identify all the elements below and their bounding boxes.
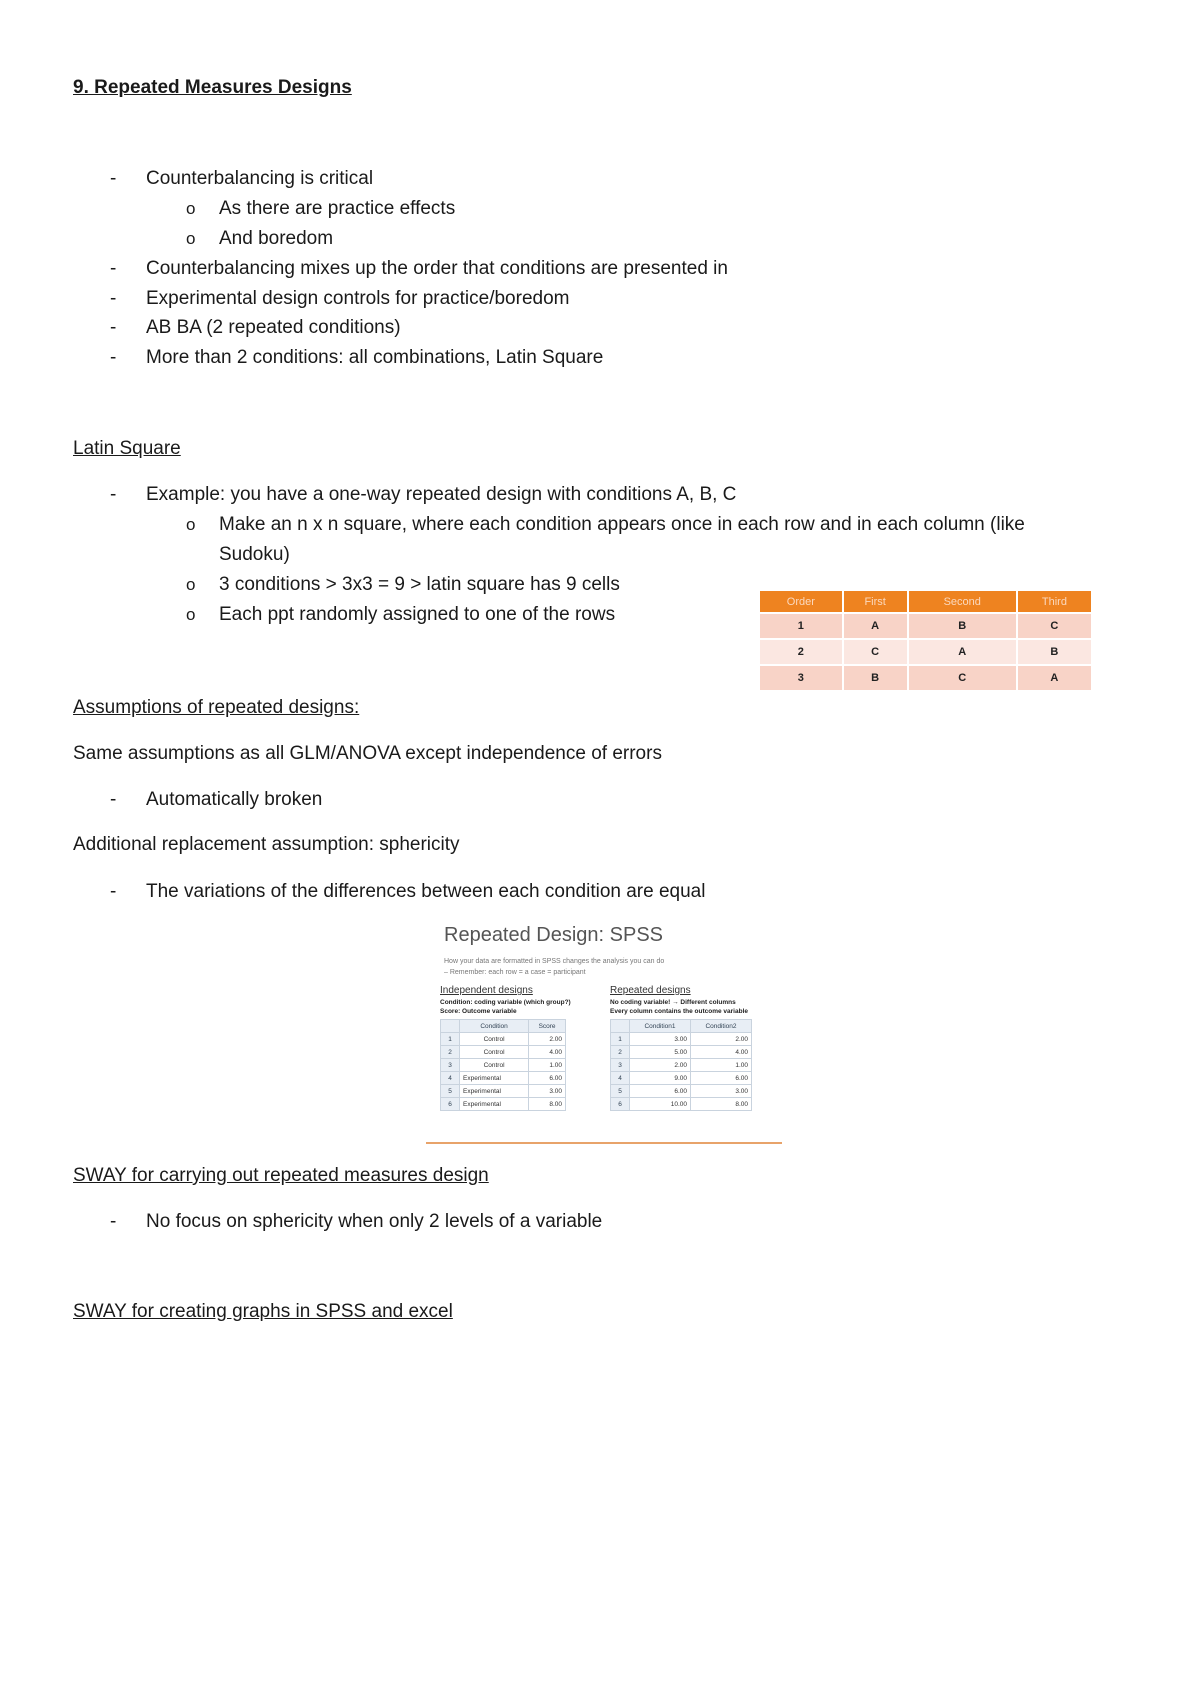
latin-square-table xyxy=(758,589,1093,692)
sway-graphs-heading: SWAY for creating graphs in SPSS and excel xyxy=(73,1301,453,1322)
table-header-cell: Condition2 xyxy=(691,1020,752,1033)
table-cell: 3 xyxy=(759,665,843,691)
table-cell: Control xyxy=(460,1059,529,1072)
list-item: The variations of the differences between each condition are equal xyxy=(146,881,706,902)
table-cell: 8.00 xyxy=(691,1098,752,1111)
table-cell: 9.00 xyxy=(630,1072,691,1085)
sway-repeated-heading: SWAY for carrying out repeated measures design xyxy=(73,1165,489,1186)
table-cell: 4.00 xyxy=(691,1046,752,1059)
table-cell: 6.00 xyxy=(529,1072,566,1085)
slide-desc: Score: Outcome variable xyxy=(440,1008,517,1015)
list-item: More than 2 conditions: all combinations, Latin Square xyxy=(146,347,604,368)
table-cell: B xyxy=(908,613,1017,639)
table-row xyxy=(611,1098,752,1111)
row-number: 6 xyxy=(441,1098,460,1111)
list-subitem-continued: Sudoku) xyxy=(219,544,290,565)
table-cell: 1.00 xyxy=(691,1059,752,1072)
dash-bullet: - xyxy=(110,789,117,810)
table-header-row xyxy=(441,1020,566,1033)
table-row xyxy=(611,1046,752,1059)
row-number: 2 xyxy=(441,1046,460,1059)
table-row xyxy=(441,1098,566,1111)
slide-title: Repeated Design: SPSS xyxy=(444,924,664,946)
table-row xyxy=(441,1085,566,1098)
independent-spss-table xyxy=(440,1019,566,1111)
circle-bullet: o xyxy=(186,605,196,624)
list-subitem: Make an n x n square, where each condition appears once in each row and in each column (like xyxy=(219,514,1025,535)
list-subitem: Each ppt randomly assigned to one of the rows xyxy=(219,604,616,625)
table-header-cell: Second xyxy=(908,590,1017,613)
circle-bullet: o xyxy=(186,199,196,218)
row-number: 4 xyxy=(611,1072,630,1085)
list-subitem: And boredom xyxy=(219,228,334,249)
table-cell: 2.00 xyxy=(630,1059,691,1072)
document-title: 9. Repeated Measures Designs xyxy=(73,77,352,98)
list-item: No focus on sphericity when only 2 levels of a variable xyxy=(146,1211,603,1232)
dash-bullet: - xyxy=(110,484,117,505)
dash-bullet: - xyxy=(110,347,117,368)
table-cell: B xyxy=(843,665,908,691)
latin-square-heading: Latin Square xyxy=(73,438,181,459)
table-cell: 2.00 xyxy=(691,1033,752,1046)
dash-bullet: - xyxy=(110,168,117,189)
table-cell: Control xyxy=(460,1046,529,1059)
table-row xyxy=(441,1072,566,1085)
table-cell: 6.00 xyxy=(691,1072,752,1085)
row-number: 1 xyxy=(611,1033,630,1046)
table-header-cell: Condition1 xyxy=(630,1020,691,1033)
table-row xyxy=(611,1085,752,1098)
row-number: 5 xyxy=(441,1085,460,1098)
table-row xyxy=(759,613,1092,639)
table-header-cell: Score xyxy=(529,1020,566,1033)
slide-subtitle: How your data are formatted in SPSS changes the analysis you can do xyxy=(444,958,665,965)
paragraph: Same assumptions as all GLM/ANOVA except independence of errors xyxy=(73,743,662,764)
slide-desc: Condition: coding variable (which group?) xyxy=(440,999,571,1006)
table-cell: 6.00 xyxy=(630,1085,691,1098)
slide-desc: Every column contains the outcome variable xyxy=(610,1008,748,1015)
row-number: 1 xyxy=(441,1033,460,1046)
table-row xyxy=(759,665,1092,691)
table-header-cell: First xyxy=(843,590,908,613)
table-cell: 3.00 xyxy=(691,1085,752,1098)
table-header-cell: Order xyxy=(759,590,843,613)
table-cell: B xyxy=(1017,639,1092,665)
dash-bullet: - xyxy=(110,1211,117,1232)
circle-bullet: o xyxy=(186,515,196,534)
list-item: AB BA (2 repeated conditions) xyxy=(146,317,401,338)
list-item: Counterbalancing mixes up the order that conditions are presented in xyxy=(146,258,728,279)
table-cell: Experimental xyxy=(460,1072,529,1085)
repeated-designs-heading: Repeated designs xyxy=(610,985,691,996)
row-number: 3 xyxy=(441,1059,460,1072)
row-number: 2 xyxy=(611,1046,630,1059)
table-row xyxy=(611,1072,752,1085)
list-item: Experimental design controls for practice/boredom xyxy=(146,288,570,309)
table-cell: 2 xyxy=(759,639,843,665)
dash-bullet: - xyxy=(110,258,117,279)
table-cell: Experimental xyxy=(460,1085,529,1098)
slide-desc: No coding variable! → Different columns xyxy=(610,999,736,1006)
assumptions-heading: Assumptions of repeated designs: xyxy=(73,697,360,718)
table-cell: C xyxy=(1017,613,1092,639)
row-number: 3 xyxy=(611,1059,630,1072)
table-cell: 1.00 xyxy=(529,1059,566,1072)
table-cell: C xyxy=(843,639,908,665)
table-row xyxy=(441,1046,566,1059)
independent-designs-heading: Independent designs xyxy=(440,985,533,996)
table-header-row xyxy=(611,1020,752,1033)
paragraph: Additional replacement assumption: sphericity xyxy=(73,834,460,855)
list-item: Example: you have a one-way repeated design with conditions A, B, C xyxy=(146,484,737,505)
row-number: 5 xyxy=(611,1085,630,1098)
table-cell: Control xyxy=(460,1033,529,1046)
list-subitem: As there are practice effects xyxy=(219,198,456,219)
table-cell: 3.00 xyxy=(529,1085,566,1098)
circle-bullet: o xyxy=(186,229,196,248)
table-row xyxy=(441,1033,566,1046)
list-item: Automatically broken xyxy=(146,789,323,810)
list-subitem: 3 conditions > 3x3 = 9 > latin square has 9 cells xyxy=(219,574,620,595)
table-row xyxy=(611,1033,752,1046)
table-cell: 8.00 xyxy=(529,1098,566,1111)
table-cell: 4.00 xyxy=(529,1046,566,1059)
table-cell: 3.00 xyxy=(630,1033,691,1046)
dash-bullet: - xyxy=(110,317,117,338)
slide-subtitle: – Remember: each row = a case = participant xyxy=(444,969,586,976)
table-cell: C xyxy=(908,665,1017,691)
circle-bullet: o xyxy=(186,575,196,594)
table-cell: 10.00 xyxy=(630,1098,691,1111)
dash-bullet: - xyxy=(110,288,117,309)
dash-bullet: - xyxy=(110,881,117,902)
list-item: Counterbalancing is critical xyxy=(146,168,374,189)
table-cell: 1 xyxy=(759,613,843,639)
table-cell: A xyxy=(908,639,1017,665)
row-number: 4 xyxy=(441,1072,460,1085)
table-header-row xyxy=(759,590,1092,613)
table-row xyxy=(759,639,1092,665)
table-cell: Experimental xyxy=(460,1098,529,1111)
row-number: 6 xyxy=(611,1098,630,1111)
table-row xyxy=(441,1059,566,1072)
repeated-spss-table xyxy=(610,1019,752,1111)
table-header-cell: Third xyxy=(1017,590,1092,613)
table-row xyxy=(611,1059,752,1072)
spss-slide-image xyxy=(426,920,782,1144)
table-cell: A xyxy=(843,613,908,639)
table-header-cell: Condition xyxy=(460,1020,529,1033)
table-cell: A xyxy=(1017,665,1092,691)
table-cell: 2.00 xyxy=(529,1033,566,1046)
table-cell: 5.00 xyxy=(630,1046,691,1059)
